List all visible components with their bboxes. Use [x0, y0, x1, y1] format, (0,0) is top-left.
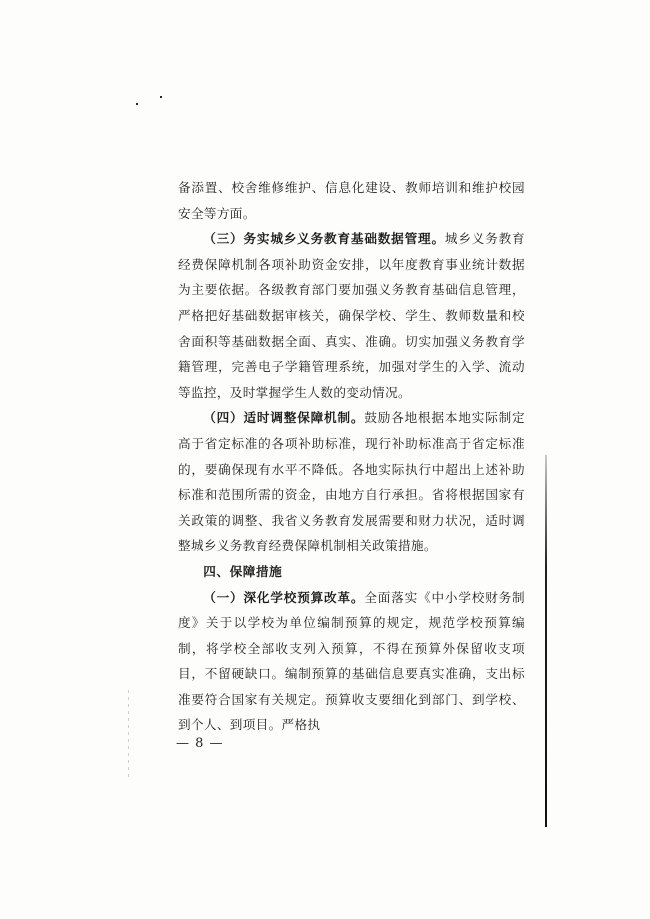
paragraph-text: 备添置、校舍维修维护、信息化建设、教师培训和维护校园安全等方面。 — [178, 180, 525, 221]
paragraph-adjust-mechanism — [178, 405, 525, 559]
paragraph-data-management — [178, 226, 525, 405]
paragraph-budget-reform — [178, 585, 525, 739]
binding-edge-line — [545, 455, 547, 827]
scan-speck — [136, 103, 138, 105]
paragraph-text: 鼓励各地根据本地实际制定高于省定标准的各项补助标准，现行补助标准高于省定标准的，要确保现有水平不降低。各地实际执行中超出上述补助标准和范围所需的资金，由地方自行承担。省将根据国家有关政策的调整、我省义务教育发展需要和财力状况，适时调整城乡义务教育经费保障机制相关政策措施。 — [178, 410, 526, 554]
paragraph-lead: （三）务实城乡义务教育基础数据管理。 — [203, 231, 445, 247]
page-number: — 8 — — [176, 736, 224, 751]
paragraph-text: 全面落实《中小学校财务制度》关于以学校为单位编制预算的规定，规范学校预算编制，将学校全部收支列入预算，不得在预算外保留收支项目，不留硬缺口。编制预算的基础信息要真实准确，支出标准要符合国家有关规定。预算收支要细化到部门、到学校、到个人、到项目。严格执 — [178, 589, 526, 733]
scan-speck — [160, 96, 162, 98]
scan-artifact-dotted — [128, 690, 129, 780]
document-body — [178, 175, 525, 738]
paragraph-text: 城乡义务教育经费保障机制各项补助资金安排，以年度教育事业统计数据为主要依据。各级教育部门要加强义务教育基础信息管理，严格把好基础数据审核关，确保学校、学生、教师数量和校舍面积等基础数据全面、真实、准确。切实加强义务教育学籍管理，完善电子学籍管理系统，加强对学生的入学、流动等监控，及时掌握学生人数的变动情况。 — [178, 231, 525, 400]
paragraph-lead: （四）适时调整保障机制。 — [203, 410, 365, 426]
paragraph-lead: （一）深化学校预算改革。 — [203, 589, 365, 605]
section-heading: 四、保障措施 — [203, 563, 283, 579]
paragraph-continuation — [178, 175, 525, 226]
